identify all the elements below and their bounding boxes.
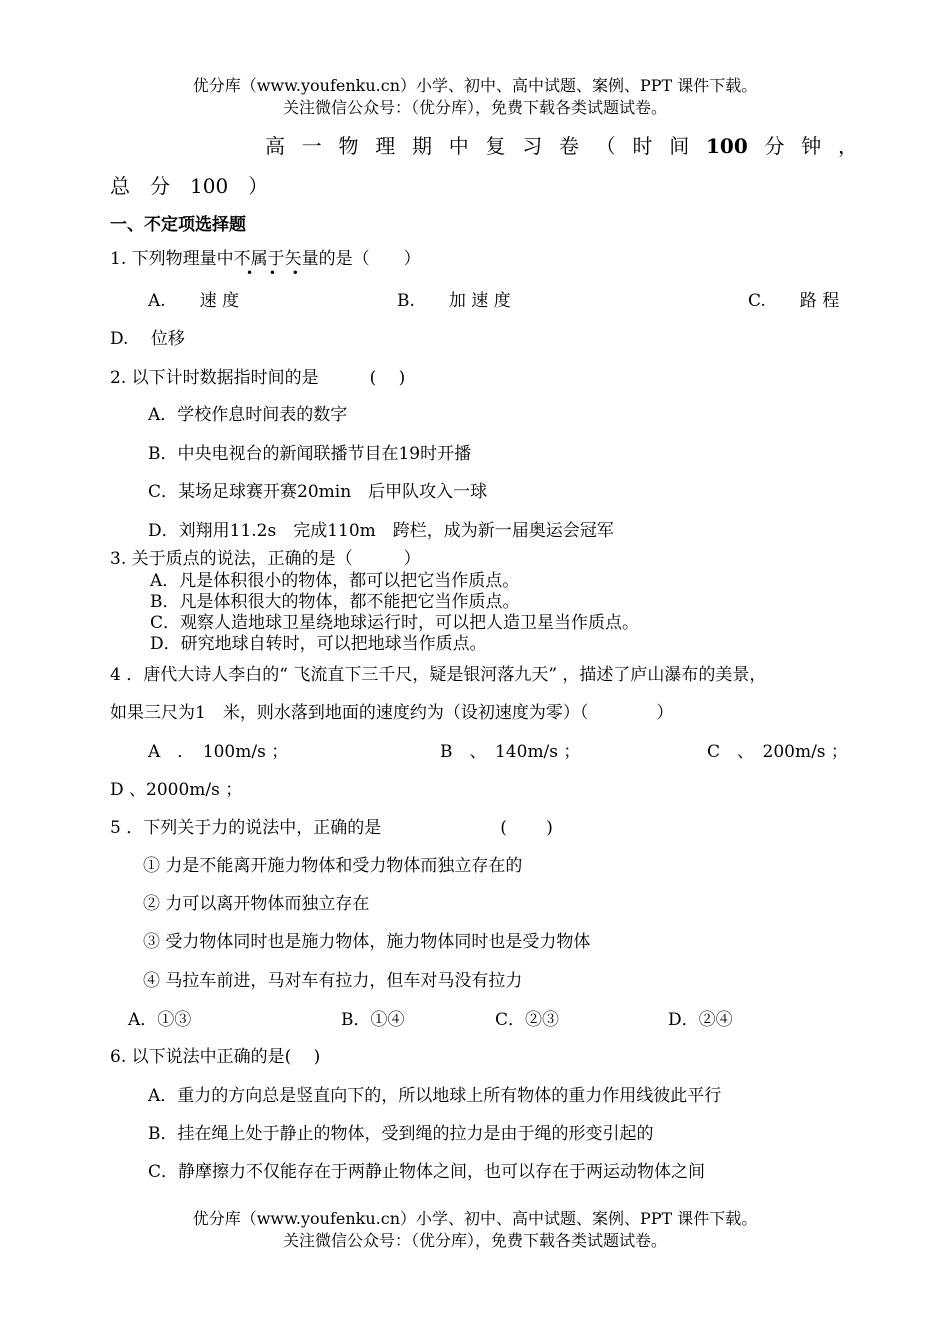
question-1-option-b: B. 加 速 度 bbox=[397, 291, 511, 311]
question-5-statement-1: ① 力是不能离开施力物体和受力物体而独立存在的 bbox=[143, 856, 523, 876]
question-3-option-d: D．研究地球自转时，可以把地球当作质点。 bbox=[150, 634, 487, 654]
question-3-option-a: A．凡是体积很小的物体，都可以把它当作质点。 bbox=[150, 571, 520, 591]
question-4-option-b: B 、 140m/s ； bbox=[440, 742, 581, 762]
question-6-option-c: C．静摩擦力不仅能存在于两静止物体之间，也可以存在于两运动物体之间 bbox=[148, 1162, 706, 1182]
question-5-statement-4: ④ 马拉车前进，马对车有拉力，但车对马没有拉力 bbox=[143, 971, 523, 991]
question-6-option-a: A．重力的方向总是竖直向下的，所以地球上所有物体的重力作用线彼此平行 bbox=[148, 1086, 722, 1106]
title-char: ， bbox=[838, 134, 858, 158]
section-heading: 一、不定项选择题 bbox=[110, 215, 246, 235]
title-char: 时 bbox=[632, 134, 653, 158]
title-char: 复 bbox=[485, 134, 506, 158]
question-4-option-c: C 、 200m/s ； bbox=[707, 742, 848, 762]
title-char: 期 bbox=[412, 134, 432, 158]
question-1-option-c: C. 路 程 bbox=[748, 291, 840, 311]
emphasis-dots: • • • bbox=[246, 266, 305, 280]
question-3-option-b: B．凡是体积很大的物体，都不能把它当作质点。 bbox=[150, 592, 520, 612]
title-char: 一 bbox=[301, 134, 322, 158]
question-2-stem: 2. 以下计时数据指时间的是 ( ) bbox=[110, 368, 406, 388]
question-2-option-c: C．某场足球赛开赛20min 后甲队攻入一球 bbox=[148, 482, 488, 502]
question-4-option-d: D 、2000m/s ； bbox=[110, 780, 243, 800]
title-char: 100 bbox=[706, 134, 748, 158]
question-2-option-d: D．刘翔用11.2s 完成110m 跨栏，成为新一届奥运会冠军 bbox=[148, 521, 614, 541]
question-5-statement-2: ② 力可以离开物体而独立存在 bbox=[143, 894, 370, 914]
title-char: 高 bbox=[265, 134, 285, 158]
header-line-2: 关注微信公众号：（优分库），免费下载各类试题试卷。 bbox=[282, 98, 667, 117]
title-char: 中 bbox=[448, 134, 469, 158]
title-char: 分 bbox=[764, 134, 785, 158]
question-5-statement-3: ③ 受力物体同时也是施力物体，施力物体同时也是受力物体 bbox=[143, 932, 591, 952]
question-2-option-a: A．学校作息时间表的数字 bbox=[148, 405, 348, 425]
footer-line-1: 优分库（www.youfenku.cn）小学、初中、高中试题、案例、PPT 课件下载。 bbox=[192, 1209, 758, 1228]
question-1-stem: 1. 下列物理量中不属于矢量的是（ ） bbox=[110, 249, 421, 269]
title-char: 卷 bbox=[559, 134, 579, 158]
question-5-option-c: C．②③ bbox=[495, 1010, 560, 1030]
question-5-option-d: D．②④ bbox=[668, 1010, 733, 1030]
page-title-line-2: 总 分 100 ） bbox=[110, 174, 269, 198]
question-2-option-b: B．中央电视台的新闻联播节目在19时开播 bbox=[148, 444, 472, 464]
question-4-option-a: A ． 100m/s ； bbox=[148, 742, 289, 762]
question-5-stem: 5 ．下列关于力的说法中，正确的是 ( ) bbox=[110, 818, 553, 838]
title-char: 理 bbox=[375, 134, 396, 158]
question-4-stem-line-1: 4 ．唐代大诗人李白的“ 飞流直下三千尺，疑是银河落九天” ，描述了庐山瀑布的美景， bbox=[110, 665, 767, 685]
title-char: 物 bbox=[338, 134, 359, 158]
question-1-option-a: A. 速 度 bbox=[148, 291, 240, 311]
question-6-option-b: B．挂在绳上处于静止的物体，受到绳的拉力是由于绳的形变引起的 bbox=[148, 1124, 654, 1144]
question-5-option-a: A．①③ bbox=[128, 1010, 192, 1030]
question-3-option-c: C．观察人造地球卫星绕地球运行时，可以把人造卫星当作质点。 bbox=[150, 613, 640, 633]
title-char: 间 bbox=[669, 134, 690, 158]
title-char: 钟 bbox=[801, 134, 822, 158]
question-6-stem: 6. 以下说法中正确的是( ) bbox=[110, 1047, 321, 1067]
question-3-stem: 3. 关于质点的说法，正确的是（ ） bbox=[110, 549, 421, 569]
question-4-stem-line-2: 如果三尺为1 米，则水落到地面的速度约为（设初速度为零）（ ） bbox=[110, 703, 674, 723]
question-5-option-b: B．①④ bbox=[341, 1010, 405, 1030]
title-char: （ bbox=[595, 134, 616, 158]
page-title bbox=[265, 136, 858, 156]
title-char: 习 bbox=[522, 134, 543, 158]
header-line-1: 优分库（www.youfenku.cn）小学、初中、高中试题、案例、PPT 课件下载。 bbox=[192, 76, 758, 95]
question-1-option-d: D. 位移 bbox=[110, 329, 185, 349]
footer-line-2: 关注微信公众号：（优分库），免费下载各类试题试卷。 bbox=[282, 1231, 667, 1250]
